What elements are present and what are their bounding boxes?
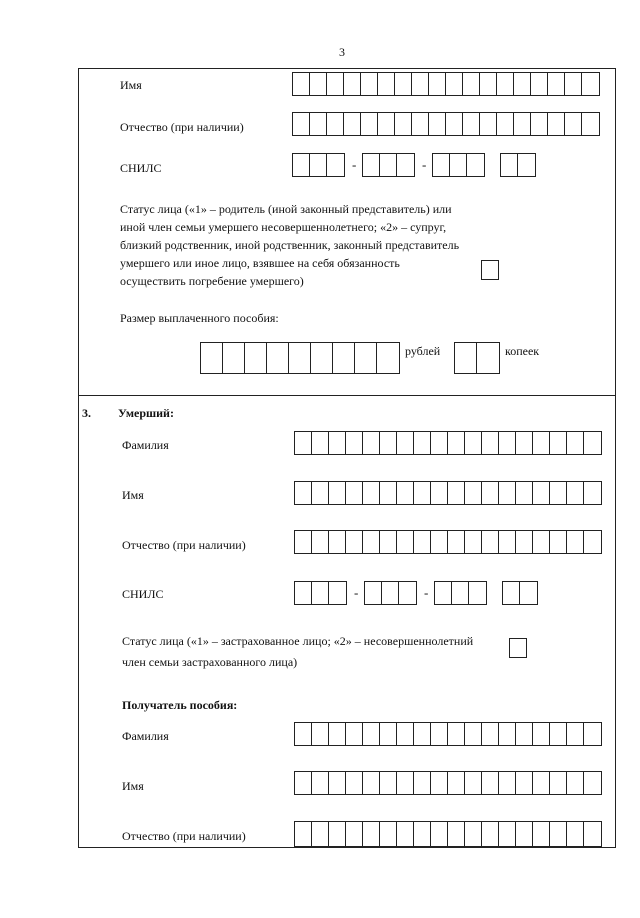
input-cell[interactable] <box>480 113 497 135</box>
input-cell[interactable] <box>363 531 380 553</box>
input-cell[interactable] <box>482 482 499 504</box>
recipient-name-cells[interactable] <box>294 771 602 795</box>
status-line-5: осуществить погребение умершего) <box>120 274 304 288</box>
input-cell[interactable] <box>377 343 399 373</box>
input-cell[interactable] <box>414 482 431 504</box>
deceased-status-line-2: член семьи застрахованного лица) <box>122 655 298 669</box>
input-cell[interactable] <box>380 723 397 745</box>
input-cell[interactable] <box>465 482 482 504</box>
input-cell[interactable] <box>382 582 399 604</box>
input-cell[interactable] <box>361 73 378 95</box>
input-cell[interactable] <box>312 582 329 604</box>
input-cell[interactable] <box>295 432 312 454</box>
input-cell[interactable] <box>397 432 414 454</box>
input-cell[interactable] <box>516 531 533 553</box>
input-cell[interactable] <box>267 343 289 373</box>
input-cell[interactable] <box>327 73 344 95</box>
input-cell[interactable] <box>480 73 497 95</box>
input-cell[interactable] <box>514 73 531 95</box>
input-cell[interactable] <box>533 482 550 504</box>
page-number: 3 <box>339 45 345 59</box>
input-cell[interactable] <box>289 343 311 373</box>
input-cell[interactable] <box>295 482 312 504</box>
input-cell[interactable] <box>363 482 380 504</box>
input-cell[interactable] <box>431 531 448 553</box>
input-cell[interactable] <box>431 432 448 454</box>
input-cell[interactable] <box>499 723 516 745</box>
input-cell[interactable] <box>312 822 329 846</box>
input-cell[interactable] <box>499 432 516 454</box>
input-cell[interactable] <box>497 113 514 135</box>
input-cell[interactable] <box>531 113 548 135</box>
input-cell[interactable] <box>448 772 465 794</box>
input-cell[interactable] <box>550 723 567 745</box>
input-cell[interactable] <box>455 343 477 373</box>
input-cell[interactable] <box>397 531 414 553</box>
input-cell[interactable] <box>448 531 465 553</box>
input-cell[interactable] <box>310 154 327 176</box>
input-cell[interactable] <box>446 113 463 135</box>
input-cell[interactable] <box>516 482 533 504</box>
deceased-snils-part4-cells[interactable] <box>502 581 538 605</box>
input-cell[interactable] <box>363 723 380 745</box>
input-cell[interactable] <box>344 113 361 135</box>
recipient-name-label: Имя <box>122 779 144 793</box>
snils-part2-cells[interactable] <box>362 153 415 177</box>
section-divider <box>78 395 616 396</box>
input-cell[interactable] <box>429 73 446 95</box>
input-cell[interactable] <box>533 432 550 454</box>
input-cell[interactable] <box>329 582 346 604</box>
input-cell[interactable] <box>333 343 355 373</box>
input-cell[interactable] <box>378 73 395 95</box>
snils-part4-cells[interactable] <box>500 153 536 177</box>
input-cell[interactable] <box>346 772 363 794</box>
input-cell[interactable] <box>516 432 533 454</box>
input-cell[interactable] <box>499 531 516 553</box>
input-cell[interactable] <box>465 772 482 794</box>
input-cell[interactable] <box>497 73 514 95</box>
recipient-patronymic-label: Отчество (при наличии) <box>122 829 246 843</box>
input-cell[interactable] <box>363 154 380 176</box>
frame-right-border <box>615 68 616 848</box>
input-cell[interactable] <box>312 723 329 745</box>
input-cell[interactable] <box>550 531 567 553</box>
input-cell[interactable] <box>533 822 550 846</box>
input-cell[interactable] <box>567 432 584 454</box>
input-cell[interactable] <box>431 772 448 794</box>
input-cell[interactable] <box>312 531 329 553</box>
input-cell[interactable] <box>567 482 584 504</box>
snils-part1-cells[interactable] <box>292 153 345 177</box>
input-cell[interactable] <box>516 723 533 745</box>
input-cell[interactable] <box>477 343 499 373</box>
input-cell[interactable] <box>310 73 327 95</box>
status-line-4: умершего или иное лицо, взявшее на себя обязанность <box>120 256 400 270</box>
input-cell[interactable] <box>346 432 363 454</box>
input-cell[interactable] <box>450 154 467 176</box>
section-title: Умерший: <box>118 406 174 420</box>
input-cell[interactable] <box>378 113 395 135</box>
snils-dash-1: - <box>352 157 357 172</box>
input-cell[interactable] <box>201 343 223 373</box>
snils-label: СНИЛС <box>120 161 162 175</box>
input-cell[interactable] <box>295 582 312 604</box>
input-cell[interactable] <box>327 154 344 176</box>
input-cell[interactable] <box>344 73 361 95</box>
input-cell[interactable] <box>363 432 380 454</box>
input-cell[interactable] <box>380 154 397 176</box>
benefit-label: Размер выплаченного пособия: <box>120 311 279 325</box>
recipient-patronymic-cells[interactable] <box>294 821 602 847</box>
deceased-status-line-1: Статус лица («1» – застрахованное лицо; «2» – несовершеннолетний <box>122 634 474 648</box>
input-cell[interactable] <box>380 772 397 794</box>
input-cell[interactable] <box>550 822 567 846</box>
input-cell[interactable] <box>446 73 463 95</box>
deceased-snils-label: СНИЛС <box>122 587 164 601</box>
input-cell[interactable] <box>312 432 329 454</box>
input-cell[interactable] <box>395 73 412 95</box>
input-cell[interactable] <box>380 482 397 504</box>
input-cell[interactable] <box>295 531 312 553</box>
input-cell[interactable] <box>414 432 431 454</box>
input-cell[interactable] <box>310 113 327 135</box>
section-number: 3. <box>82 406 91 420</box>
input-cell[interactable] <box>329 772 346 794</box>
input-cell[interactable] <box>567 822 584 846</box>
input-cell[interactable] <box>482 772 499 794</box>
input-cell[interactable] <box>293 113 310 135</box>
snils-dash-2: - <box>422 157 427 172</box>
input-cell[interactable] <box>346 482 363 504</box>
input-cell[interactable] <box>397 482 414 504</box>
deceased-snils-part2-cells[interactable] <box>364 581 417 605</box>
deceased-snils-part1-cells[interactable] <box>294 581 347 605</box>
input-cell[interactable] <box>312 482 329 504</box>
input-cell[interactable] <box>414 723 431 745</box>
status-line-3: близкий родственник, иной родственник, законный представитель <box>120 238 460 252</box>
input-cell[interactable] <box>584 772 601 794</box>
input-cell[interactable] <box>533 531 550 553</box>
input-cell[interactable] <box>482 822 499 846</box>
snils-part3-cells[interactable] <box>432 153 485 177</box>
recipient-surname-label: Фамилия <box>122 729 169 743</box>
input-cell[interactable] <box>397 822 414 846</box>
input-cell[interactable] <box>399 582 416 604</box>
input-cell[interactable] <box>550 772 567 794</box>
rubles-label: рублей <box>405 344 441 358</box>
input-cell[interactable] <box>584 822 601 846</box>
input-cell[interactable] <box>465 723 482 745</box>
input-cell[interactable] <box>565 73 582 95</box>
input-cell[interactable] <box>448 822 465 846</box>
patronymic-label: Отчество (при наличии) <box>120 120 244 134</box>
input-cell[interactable] <box>548 113 565 135</box>
input-cell[interactable] <box>465 531 482 553</box>
input-cell[interactable] <box>329 531 346 553</box>
input-cell[interactable] <box>514 113 531 135</box>
input-cell[interactable] <box>329 723 346 745</box>
input-cell[interactable] <box>397 723 414 745</box>
input-cell[interactable] <box>355 343 377 373</box>
status-checkbox[interactable] <box>481 260 499 280</box>
input-cell[interactable] <box>380 822 397 846</box>
input-cell[interactable] <box>295 723 312 745</box>
rubles-input-cells[interactable] <box>200 342 400 374</box>
input-cell[interactable] <box>567 531 584 553</box>
input-cell[interactable] <box>533 723 550 745</box>
input-cell[interactable] <box>431 723 448 745</box>
input-cell[interactable] <box>431 822 448 846</box>
input-cell[interactable] <box>312 772 329 794</box>
frame-left-border <box>78 68 79 848</box>
patronymic-input-cells[interactable] <box>292 112 600 136</box>
input-cell[interactable] <box>469 582 486 604</box>
deceased-patronymic-label: Отчество (при наличии) <box>122 538 246 552</box>
input-cell[interactable] <box>245 343 267 373</box>
recipient-surname-cells[interactable] <box>294 722 602 746</box>
deceased-snils-part3-cells[interactable] <box>434 581 487 605</box>
input-cell[interactable] <box>293 154 310 176</box>
input-cell[interactable] <box>329 432 346 454</box>
input-cell[interactable] <box>465 822 482 846</box>
input-cell[interactable] <box>582 73 599 95</box>
input-cell[interactable] <box>516 822 533 846</box>
input-cell[interactable] <box>435 582 452 604</box>
input-cell[interactable] <box>482 432 499 454</box>
kopecks-label: копеек <box>505 344 540 358</box>
input-cell[interactable] <box>448 482 465 504</box>
input-cell[interactable] <box>327 113 344 135</box>
frame-bottom-border <box>78 847 616 848</box>
input-cell[interactable] <box>223 343 245 373</box>
input-cell[interactable] <box>482 531 499 553</box>
input-cell[interactable] <box>395 113 412 135</box>
input-cell[interactable] <box>295 822 312 846</box>
name-label: Имя <box>120 78 142 92</box>
input-cell[interactable] <box>448 432 465 454</box>
input-cell[interactable] <box>499 482 516 504</box>
input-cell[interactable] <box>346 822 363 846</box>
input-cell[interactable] <box>346 531 363 553</box>
input-cell[interactable] <box>482 723 499 745</box>
input-cell[interactable] <box>363 822 380 846</box>
name-input-cells[interactable] <box>292 72 600 96</box>
deceased-surname-cells[interactable] <box>294 431 602 455</box>
input-cell[interactable] <box>550 482 567 504</box>
status-line-1: Статус лица («1» – родитель (иной законный представитель) или <box>120 202 452 216</box>
input-cell[interactable] <box>467 154 484 176</box>
input-cell[interactable] <box>499 822 516 846</box>
input-cell[interactable] <box>429 113 446 135</box>
input-cell[interactable] <box>565 113 582 135</box>
input-cell[interactable] <box>584 432 601 454</box>
input-cell[interactable] <box>431 482 448 504</box>
deceased-name-label: Имя <box>122 488 144 502</box>
input-cell[interactable] <box>380 432 397 454</box>
input-cell[interactable] <box>567 723 584 745</box>
input-cell[interactable] <box>465 432 482 454</box>
input-cell[interactable] <box>346 723 363 745</box>
input-cell[interactable] <box>520 582 537 604</box>
input-cell[interactable] <box>329 822 346 846</box>
input-cell[interactable] <box>452 582 469 604</box>
deceased-name-cells[interactable] <box>294 481 602 505</box>
input-cell[interactable] <box>412 73 429 95</box>
input-cell[interactable] <box>397 154 414 176</box>
input-cell[interactable] <box>548 73 565 95</box>
input-cell[interactable] <box>518 154 535 176</box>
input-cell[interactable] <box>412 113 429 135</box>
deceased-status-checkbox[interactable] <box>509 638 527 658</box>
input-cell[interactable] <box>499 772 516 794</box>
status-line-2: иной член семьи умершего несовершеннолетнего; «2» – супруг, <box>120 220 447 234</box>
input-cell[interactable] <box>380 531 397 553</box>
input-cell[interactable] <box>311 343 333 373</box>
input-cell[interactable] <box>397 772 414 794</box>
deceased-patronymic-cells[interactable] <box>294 530 602 554</box>
input-cell[interactable] <box>463 113 480 135</box>
input-cell[interactable] <box>531 73 548 95</box>
input-cell[interactable] <box>448 723 465 745</box>
input-cell[interactable] <box>295 772 312 794</box>
deceased-surname-label: Фамилия <box>122 438 169 452</box>
input-cell[interactable] <box>533 772 550 794</box>
input-cell[interactable] <box>293 73 310 95</box>
frame-top-border <box>78 68 616 69</box>
deceased-snils-dash-1: - <box>354 585 359 600</box>
input-cell[interactable] <box>567 772 584 794</box>
recipient-title: Получатель пособия: <box>122 698 238 712</box>
deceased-snils-dash-2: - <box>424 585 429 600</box>
input-cell[interactable] <box>329 482 346 504</box>
input-cell[interactable] <box>414 772 431 794</box>
input-cell[interactable] <box>501 154 518 176</box>
input-cell[interactable] <box>361 113 378 135</box>
kopecks-input-cells[interactable] <box>454 342 500 374</box>
input-cell[interactable] <box>550 432 567 454</box>
input-cell[interactable] <box>414 822 431 846</box>
input-cell[interactable] <box>584 482 601 504</box>
input-cell[interactable] <box>365 582 382 604</box>
input-cell[interactable] <box>584 531 601 553</box>
input-cell[interactable] <box>463 73 480 95</box>
input-cell[interactable] <box>503 582 520 604</box>
input-cell[interactable] <box>433 154 450 176</box>
input-cell[interactable] <box>414 531 431 553</box>
input-cell[interactable] <box>516 772 533 794</box>
input-cell[interactable] <box>582 113 599 135</box>
input-cell[interactable] <box>584 723 601 745</box>
input-cell[interactable] <box>363 772 380 794</box>
